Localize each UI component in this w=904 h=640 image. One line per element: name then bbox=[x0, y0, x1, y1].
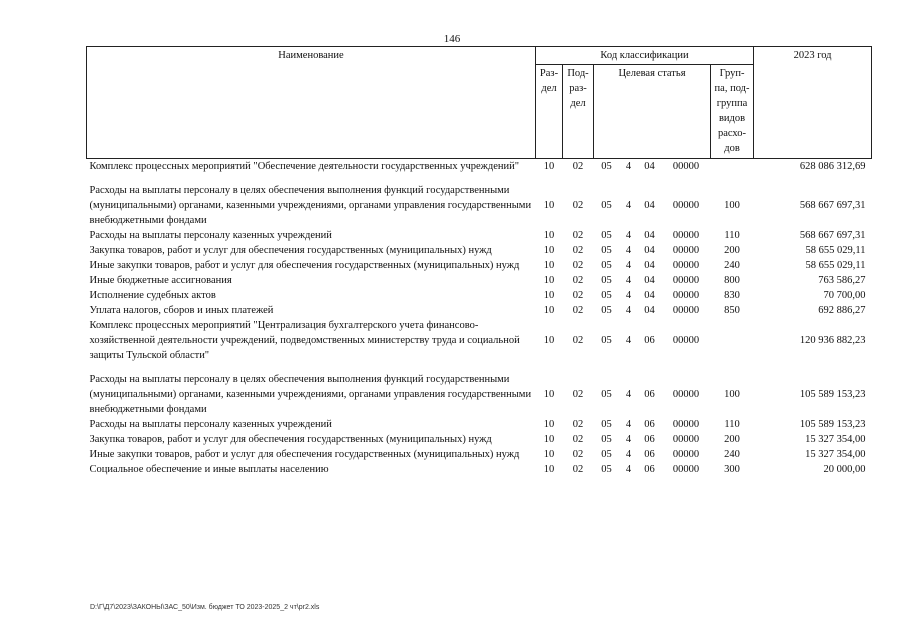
cell-amount: 120 936 882,23 bbox=[799, 335, 866, 346]
cell-target-direction: 00000 bbox=[672, 464, 700, 475]
cell-target-program: 05 bbox=[601, 434, 612, 445]
cell-target-complex: 06 bbox=[644, 419, 655, 430]
cell-target-program: 05 bbox=[601, 335, 612, 346]
cell-target-program: 05 bbox=[601, 245, 612, 256]
cell-podrazdel: 02 bbox=[572, 335, 584, 346]
cell-razdel: 10 bbox=[543, 161, 555, 172]
cell-target-direction: 00000 bbox=[672, 245, 700, 256]
cell-target-complex: 04 bbox=[644, 260, 655, 271]
cell-target-program: 05 bbox=[601, 290, 612, 301]
header-code: Код классификации bbox=[536, 47, 754, 65]
row-name: Расходы на выплаты персоналу казенных учреждений bbox=[89, 419, 332, 430]
cell-podrazdel: 02 bbox=[572, 245, 584, 256]
cell-target-direction: 00000 bbox=[672, 419, 700, 430]
cell-razdel: 10 bbox=[543, 389, 555, 400]
cell-razdel: 10 bbox=[543, 449, 555, 460]
page-number: 146 bbox=[443, 33, 461, 45]
table-row bbox=[87, 273, 872, 288]
cell-target-type: 4 bbox=[625, 200, 632, 211]
row-name: Комплекс процессных мероприятий "Централизация бухгалтерского учета финансово-хозяйственной деятельности учреждений, подведомственных министерству труда и социальной защиты Тульской области" bbox=[89, 320, 520, 361]
cell-podrazdel: 02 bbox=[572, 260, 584, 271]
cell-razdel: 10 bbox=[543, 245, 555, 256]
cell-podrazdel: 02 bbox=[572, 230, 584, 241]
cell-target-program: 05 bbox=[601, 275, 612, 286]
cell-expense-type bbox=[711, 159, 754, 175]
cell-razdel: 10 bbox=[543, 335, 555, 346]
header-name: Наименование bbox=[87, 47, 536, 159]
cell-target-type: 4 bbox=[625, 419, 632, 430]
cell-razdel: 10 bbox=[543, 290, 555, 301]
budget-table bbox=[86, 46, 872, 477]
table-row bbox=[87, 432, 872, 447]
row-name: Иные закупки товаров, работ и услуг для обеспечения государственных (муниципальных) нужд bbox=[89, 260, 520, 271]
cell-amount: 568 667 697,31 bbox=[799, 230, 866, 241]
cell-razdel: 10 bbox=[543, 419, 555, 430]
header-section: Раз- дел bbox=[536, 65, 563, 159]
table-row bbox=[87, 258, 872, 273]
row-name: Исполнение судебных актов bbox=[89, 290, 216, 301]
cell-expense-type: 100 bbox=[724, 200, 740, 211]
table-body bbox=[87, 159, 872, 478]
cell-amount: 15 327 354,00 bbox=[805, 434, 866, 445]
cell-target-program: 05 bbox=[601, 230, 612, 241]
row-name: Закупка товаров, работ и услуг для обеспечения государственных (муниципальных) нужд bbox=[89, 245, 492, 256]
table-row bbox=[87, 243, 872, 258]
cell-target-complex: 04 bbox=[644, 230, 655, 241]
cell-amount: 628 086 312,69 bbox=[799, 161, 866, 172]
cell-target-complex: 06 bbox=[644, 335, 655, 346]
cell-target-complex: 06 bbox=[644, 464, 655, 475]
cell-podrazdel: 02 bbox=[572, 434, 584, 445]
cell-razdel: 10 bbox=[543, 260, 555, 271]
row-name: Комплекс процессных мероприятий "Обеспечение деятельности государственных учреждений" bbox=[89, 161, 520, 172]
cell-target-type: 4 bbox=[625, 305, 632, 316]
cell-target-program: 05 bbox=[601, 260, 612, 271]
cell-target-program: 05 bbox=[601, 464, 612, 475]
cell-razdel: 10 bbox=[543, 200, 555, 211]
table-row bbox=[87, 228, 872, 243]
row-name: Расходы на выплаты персоналу казенных учреждений bbox=[89, 230, 332, 241]
table-row bbox=[87, 363, 872, 417]
cell-expense-type: 850 bbox=[724, 305, 740, 316]
table-row bbox=[87, 288, 872, 303]
cell-target-direction: 00000 bbox=[672, 305, 700, 316]
cell-target-complex: 04 bbox=[644, 200, 655, 211]
cell-target-type: 4 bbox=[625, 335, 632, 346]
table-row bbox=[87, 447, 872, 462]
cell-target-complex: 04 bbox=[644, 245, 655, 256]
header-year: 2023 год bbox=[754, 47, 872, 159]
cell-expense-type: 200 bbox=[724, 434, 740, 445]
cell-amount: 70 700,00 bbox=[823, 290, 866, 301]
cell-amount: 692 886,27 bbox=[818, 305, 866, 316]
cell-expense-type: 110 bbox=[724, 230, 740, 241]
table-row bbox=[87, 417, 872, 432]
cell-target-complex: 06 bbox=[644, 389, 655, 400]
cell-target-type: 4 bbox=[625, 434, 632, 445]
cell-target-direction: 00000 bbox=[672, 200, 700, 211]
cell-expense-type: 830 bbox=[724, 290, 740, 301]
cell-target-type: 4 bbox=[625, 449, 632, 460]
row-name: Закупка товаров, работ и услуг для обеспечения государственных (муниципальных) нужд bbox=[89, 434, 492, 445]
cell-target-direction: 00000 bbox=[672, 290, 700, 301]
cell-podrazdel: 02 bbox=[572, 275, 584, 286]
cell-target-complex: 04 bbox=[644, 305, 655, 316]
cell-target-program: 05 bbox=[601, 419, 612, 430]
table-row bbox=[87, 303, 872, 318]
cell-amount: 763 586,27 bbox=[818, 275, 866, 286]
cell-razdel: 10 bbox=[543, 305, 555, 316]
table-row bbox=[87, 174, 872, 228]
header-subsection: Под- раз- дел bbox=[563, 65, 594, 159]
cell-expense-type: 800 bbox=[724, 275, 740, 286]
cell-podrazdel: 02 bbox=[572, 464, 584, 475]
cell-target-type: 4 bbox=[625, 161, 632, 172]
cell-expense-type: 240 bbox=[724, 260, 740, 271]
cell-podrazdel: 02 bbox=[572, 200, 584, 211]
cell-expense-type: 100 bbox=[724, 389, 740, 400]
cell-target-type: 4 bbox=[625, 260, 632, 271]
cell-amount: 105 589 153,23 bbox=[799, 389, 866, 400]
cell-target-type: 4 bbox=[625, 275, 632, 286]
cell-amount: 58 655 029,11 bbox=[805, 260, 866, 271]
table-row bbox=[87, 462, 872, 477]
cell-target-type: 4 bbox=[625, 290, 632, 301]
cell-amount: 568 667 697,31 bbox=[799, 200, 866, 211]
cell-target-type: 4 bbox=[625, 245, 632, 256]
header-group: Груп- па, под- группа видов расхо- дов bbox=[711, 65, 754, 159]
cell-podrazdel: 02 bbox=[572, 290, 584, 301]
table-row bbox=[87, 159, 872, 175]
cell-podrazdel: 02 bbox=[572, 389, 584, 400]
cell-target-type: 4 bbox=[625, 230, 632, 241]
cell-target-program: 05 bbox=[601, 200, 612, 211]
cell-target-direction: 00000 bbox=[672, 434, 700, 445]
cell-target-direction: 00000 bbox=[672, 275, 700, 286]
cell-razdel: 10 bbox=[543, 464, 555, 475]
cell-amount: 20 000,00 bbox=[823, 464, 866, 475]
cell-razdel: 10 bbox=[543, 275, 555, 286]
footer-file-path: D:\Г\Д7\2023\ЗАКОНЫ\ЗАС_50\Изм. бюджет ТО 2023-2025_2 чт\pr2.xls bbox=[90, 604, 320, 611]
cell-target-direction: 00000 bbox=[672, 230, 700, 241]
cell-target-complex: 06 bbox=[644, 434, 655, 445]
cell-target-complex: 04 bbox=[644, 290, 655, 301]
cell-amount: 15 327 354,00 bbox=[805, 449, 866, 460]
cell-expense-type: 110 bbox=[724, 419, 740, 430]
table-header bbox=[87, 47, 872, 159]
cell-target-complex: 04 bbox=[644, 161, 655, 172]
cell-target-direction: 00000 bbox=[672, 161, 700, 172]
cell-target-direction: 00000 bbox=[672, 335, 700, 346]
row-name: Расходы на выплаты персоналу в целях обеспечения выполнения функций государственными (муниципальными) органами, казенными учреждениями, органами управления государственными внебюджетными фондами bbox=[89, 185, 532, 226]
cell-expense-type: 200 bbox=[724, 245, 740, 256]
cell-target-program: 05 bbox=[601, 161, 612, 172]
cell-target-direction: 00000 bbox=[672, 260, 700, 271]
cell-podrazdel: 02 bbox=[572, 161, 584, 172]
cell-target-program: 05 bbox=[601, 389, 612, 400]
cell-razdel: 10 bbox=[543, 230, 555, 241]
header-target: Целевая статья bbox=[594, 65, 711, 159]
cell-target-complex: 06 bbox=[644, 449, 655, 460]
cell-target-complex: 04 bbox=[644, 275, 655, 286]
cell-amount: 58 655 029,11 bbox=[805, 245, 866, 256]
cell-target-type: 4 bbox=[625, 389, 632, 400]
row-name: Иные бюджетные ассигнования bbox=[89, 275, 232, 286]
row-name: Расходы на выплаты персоналу в целях обеспечения выполнения функций государственными (муниципальными) органами, казенными учреждениями, органами управления государственными внебюджетными фондами bbox=[89, 374, 532, 415]
row-name: Социальное обеспечение и иные выплаты населению bbox=[89, 464, 329, 475]
row-name: Уплата налогов, сборов и иных платежей bbox=[89, 305, 274, 316]
cell-amount: 105 589 153,23 bbox=[799, 419, 866, 430]
row-name: Иные закупки товаров, работ и услуг для обеспечения государственных (муниципальных) нужд bbox=[89, 449, 520, 460]
cell-expense-type bbox=[711, 318, 754, 363]
cell-razdel: 10 bbox=[543, 434, 555, 445]
cell-target-program: 05 bbox=[601, 305, 612, 316]
cell-target-direction: 00000 bbox=[672, 389, 700, 400]
cell-target-direction: 00000 bbox=[672, 449, 700, 460]
table-row bbox=[87, 318, 872, 363]
cell-podrazdel: 02 bbox=[572, 419, 584, 430]
cell-expense-type: 240 bbox=[724, 449, 740, 460]
cell-target-type: 4 bbox=[625, 464, 632, 475]
cell-target-program: 05 bbox=[601, 449, 612, 460]
cell-expense-type: 300 bbox=[724, 464, 740, 475]
cell-podrazdel: 02 bbox=[572, 305, 584, 316]
cell-podrazdel: 02 bbox=[572, 449, 584, 460]
